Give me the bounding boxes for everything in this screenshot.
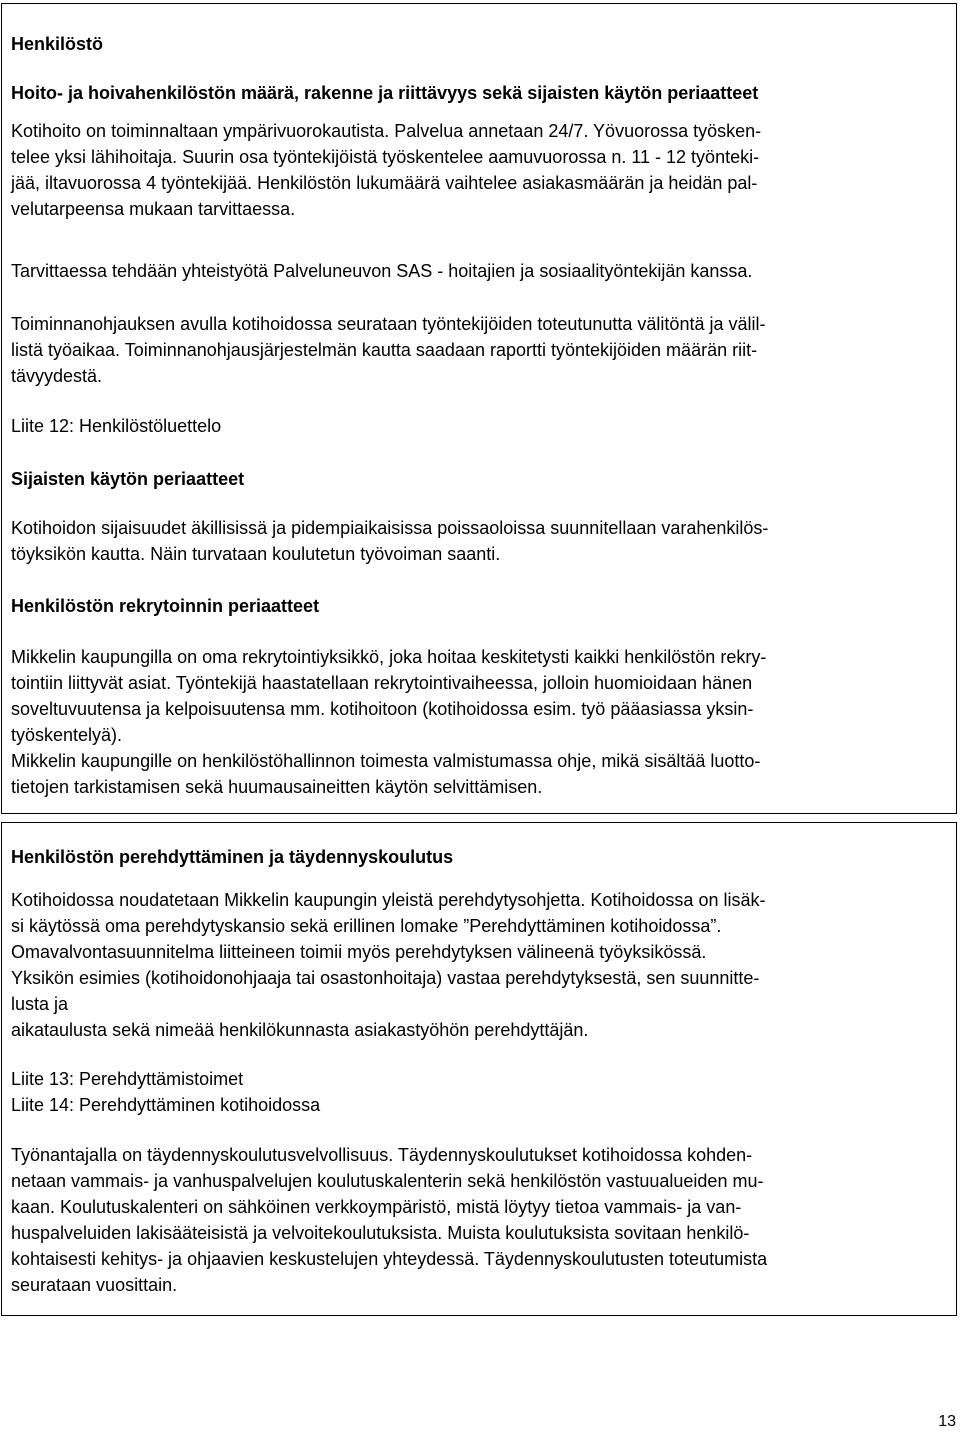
text-line: työskentelyä). xyxy=(11,725,123,745)
text-line: Omavalvontasuunnitelma liitteineen toimii myös perehdytyksen välineenä työyksikössä. xyxy=(11,942,707,962)
text-line: Kotihoito on toiminnaltaan ympärivuorokautista. Palvelua annetaan 24/7. Yövuorossa työsken- xyxy=(11,121,762,141)
text-line: kaan. Koulutuskalenteri on sähköinen verkkoympäristö, mistä löytyy tietoa vammais- ja van- xyxy=(11,1197,742,1217)
text-line: netaan vammais- ja vanhuspalvelujen koulutuskalenterin sekä henkilöstön vastuualueiden mu- xyxy=(11,1171,764,1191)
text-line: Mikkelin kaupungilla on oma rekrytointiyksikkö, joka hoitaa keskitetysti kaikki henkilöstön rekry- xyxy=(11,647,767,667)
text-line: töyksikön kautta. Näin turvataan koulutetun työvoiman saanti. xyxy=(11,544,501,564)
text-line: jää, iltavuorossa 4 työntekijää. Henkilöstön lukumäärä vaihtelee asiakasmäärän ja heidän pal- xyxy=(11,173,758,193)
text-line: kohtaisesti kehitys- ja ohjaavien keskustelujen yhteydessä. Täydennyskoulutusten toteutumista xyxy=(11,1249,768,1269)
text-line: Yksikön esimies (kotihoidonohjaaja tai osastonhoitaja) vastaa perehdytyksestä, sen suunnitte- xyxy=(11,968,760,988)
heading-orientation: Henkilöstön perehdyttäminen ja täydennyskoulutus xyxy=(11,847,454,867)
text-line: Työnantajalla on täydennyskoulutusvelvollisuus. Täydennyskoulutukset kotihoidossa kohden- xyxy=(11,1145,753,1165)
text-line: tävyydestä. xyxy=(11,366,103,386)
paragraph-orientation xyxy=(11,887,941,1043)
text-line: Mikkelin kaupungille on henkilöstöhallinnon toimesta valmistumassa ohje, mikä sisältää luotto- xyxy=(11,751,761,771)
paragraph-substitutes xyxy=(11,515,941,567)
text-line: tietojen tarkistamisen sekä huumausaineitten käytön selvittämisen. xyxy=(11,777,543,797)
paragraph-staffing xyxy=(11,118,941,222)
text-line: telee yksi lähihoitaja. Suurin osa työntekijöistä työskentelee aamuvuorossa n. 11 - 12 työnteki- xyxy=(11,147,760,167)
page-number: 13 xyxy=(938,1413,956,1430)
text-line: seurataan vuosittain. xyxy=(11,1275,178,1295)
appendix-item: Liite 13: Perehdyttämistoimet xyxy=(11,1069,244,1089)
paragraph-cooperation: Tarvittaessa tehdään yhteistyötä Palveluneuvon SAS - hoitajien ja sosiaalityöntekijän kanssa. xyxy=(11,261,753,281)
text-line: huspalveluiden lakisääteisistä ja velvoitekoulutuksista. Muista koulutuksista sovitaan henkilö- xyxy=(11,1223,750,1243)
heading-substitutes: Sijaisten käytön periaatteet xyxy=(11,469,245,489)
appendix-item: Liite 14: Perehdyttäminen kotihoidossa xyxy=(11,1095,321,1115)
paragraph-recruitment xyxy=(11,644,941,800)
text-line: Toiminnanohjauksen avulla kotihoidossa seurataan työntekijöiden toteutunutta välitöntä ja välil- xyxy=(11,314,766,334)
section-title: Henkilöstö xyxy=(11,34,104,54)
text-line: velutarpeensa mukaan tarvittaessa. xyxy=(11,199,296,219)
section-subtitle: Hoito- ja hoivahenkilöstön määrä, rakenne ja riittävyys sekä sijaisten käytön periaatteet xyxy=(11,83,759,103)
text-line: lusta ja xyxy=(11,994,69,1014)
text-line: tointiin liittyvät asiat. Työntekijä haastatellaan rekrytointivaiheessa, jolloin huomioidaan hänen xyxy=(11,673,753,693)
appendix-reference: Liite 12: Henkilöstöluettelo xyxy=(11,416,222,436)
text-line: aikataulusta sekä nimeää henkilökunnasta asiakastyöhön perehdyttäjän. xyxy=(11,1020,589,1040)
paragraph-workflow-control xyxy=(11,311,941,389)
text-line: Kotihoidossa noudatetaan Mikkelin kaupungin yleistä perehdytysohjetta. Kotihoidossa on lisäk- xyxy=(11,890,766,910)
paragraph-training xyxy=(11,1142,941,1298)
heading-recruitment: Henkilöstön rekrytoinnin periaatteet xyxy=(11,596,320,616)
appendix-list xyxy=(11,1066,941,1118)
text-line: listä työaikaa. Toiminnanohjausjärjestelmän kautta saadaan raportti työntekijöiden määrän riit- xyxy=(11,340,758,360)
text-line: soveltuvuutensa ja kelpoisuutensa mm. kotihoitoon (kotihoidossa esim. työ pääasiassa yksin- xyxy=(11,699,754,719)
text-line: Kotihoidon sijaisuudet äkillisissä ja pidempiaikaisissa poissaoloissa suunnitellaan varahenkilös- xyxy=(11,518,769,538)
text-line: si käytössä oma perehdytyskansio sekä erillinen lomake ”Perehdyttäminen kotihoidossa”. xyxy=(11,916,722,936)
